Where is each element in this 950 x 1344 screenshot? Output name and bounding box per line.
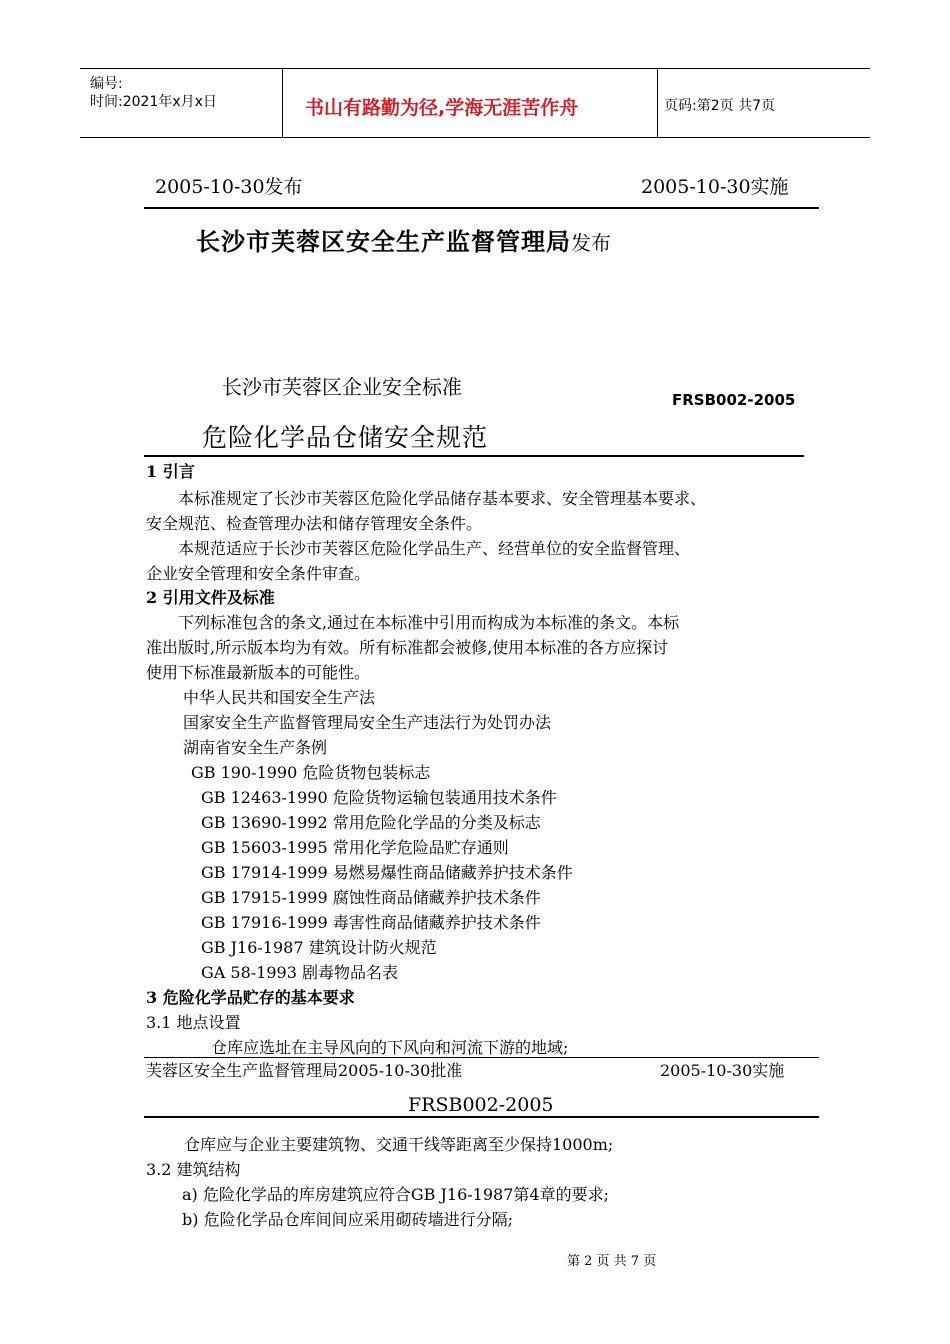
paragraph-line: 本标准规定了长沙市芙蓉区危险化学品储存基本要求、安全管理基本要求、: [178, 489, 707, 508]
reference-item: GA 58-1993 剧毒物品名表: [201, 963, 398, 982]
issuer: 长沙市芙蓉区安全生产监督管理局: [196, 228, 571, 256]
list-item: a) 危险化学品的库房建筑应符合GB J16-1987第4章的要求;: [182, 1185, 609, 1204]
reference-item: GB 17916-1999 毒害性商品储藏养护技术条件: [201, 913, 541, 932]
time-label: 时间:2021年x月x日: [90, 94, 217, 110]
reference-item: GB 12463-1990 危险货物运输包装通用技术条件: [201, 788, 557, 807]
effective-date: 2005-10-30实施: [641, 176, 789, 198]
reference-item: GB 17914-1999 易燃易爆性商品储藏养护技术条件: [201, 863, 573, 882]
reference-item: GB 13690-1992 常用危险化学品的分类及标志: [201, 813, 541, 832]
reference-item: GB 17915-1999 腐蚀性商品储藏养护技术条件: [201, 888, 541, 907]
header-table: [80, 68, 870, 138]
standard-title: 危险化学品仓储安全规范: [202, 423, 489, 452]
page2-code: FRSB002-2005: [408, 1094, 554, 1116]
issuer-suffix: 发布: [571, 231, 611, 255]
standard-code: FRSB002-2005: [672, 391, 796, 409]
reference-item: 中华人民共和国安全生产法: [183, 688, 376, 707]
reference-item: 湖南省安全生产条例: [183, 738, 328, 757]
section-3-heading: 3 危险化学品贮存的基本要求: [146, 988, 355, 1007]
reference-item: 国家安全生产监督管理局安全生产违法行为处罚办法: [183, 713, 552, 732]
paragraph-line: 准出版时,所示版本均为有效。所有标准都会被修,使用本标准的各方应探讨: [146, 638, 669, 657]
paragraph-line: 仓库应选址在主导风向的下风向和河流下游的地域;: [211, 1038, 569, 1057]
header-page-cell: [658, 69, 870, 137]
list-item: b) 危险化学品仓库间间应采用砌砖墙进行分隔;: [182, 1210, 513, 1229]
reference-item: GB 190-1990 危险货物包装标志: [191, 763, 431, 782]
divider: [144, 1116, 819, 1118]
section-1-heading: 1 引言: [146, 462, 195, 481]
header-meta-cell: [80, 69, 283, 137]
paragraph-line: 仓库应与企业主要建筑物、交通干线等距离至少保持1000m;: [184, 1135, 614, 1154]
publish-date: 2005-10-30发布: [155, 176, 303, 198]
section-3-1-heading: 3.1 地点设置: [146, 1013, 241, 1032]
reference-item: GB J16-1987 建筑设计防火规范: [201, 938, 437, 957]
paragraph-line: 安全规范、检查管理办法和储存管理安全条件。: [146, 514, 483, 533]
paragraph-line: 企业安全管理和安全条件审查。: [146, 564, 371, 583]
reference-item: GB 15603-1995 常用化学危险品贮存通则: [201, 838, 509, 857]
paragraph-line: 使用下标准最新版本的可能性。: [146, 663, 371, 682]
page-label: 页码:第2页 共7页: [664, 98, 775, 114]
paragraph-line: 本规范适应于长沙市芙蓉区危险化学品生产、经营单位的安全监督管理、: [178, 539, 691, 558]
number-label: 编号:: [90, 76, 123, 92]
effective-line: 2005-10-30实施: [660, 1061, 785, 1080]
standard-series: 长沙市芙蓉区企业安全标准: [222, 375, 462, 399]
divider: [144, 455, 804, 457]
header-motto-cell: [283, 69, 658, 137]
issuer-line: [196, 222, 611, 257]
divider: [144, 207, 819, 209]
paragraph-line: 下列标准包含的条文,通过在本标准中引用而构成为本标准的条文。本标: [178, 613, 680, 632]
approval-line: 芙蓉区安全生产监督管理局2005-10-30批准: [146, 1061, 463, 1080]
page-footer: 第 2 页 共 7 页: [567, 1254, 657, 1269]
motto: 书山有路勤为径,学海无涯苦作舟: [305, 97, 579, 119]
section-2-heading: 2 引用文件及标准: [146, 588, 275, 607]
section-3-2-heading: 3.2 建筑结构: [146, 1160, 241, 1179]
